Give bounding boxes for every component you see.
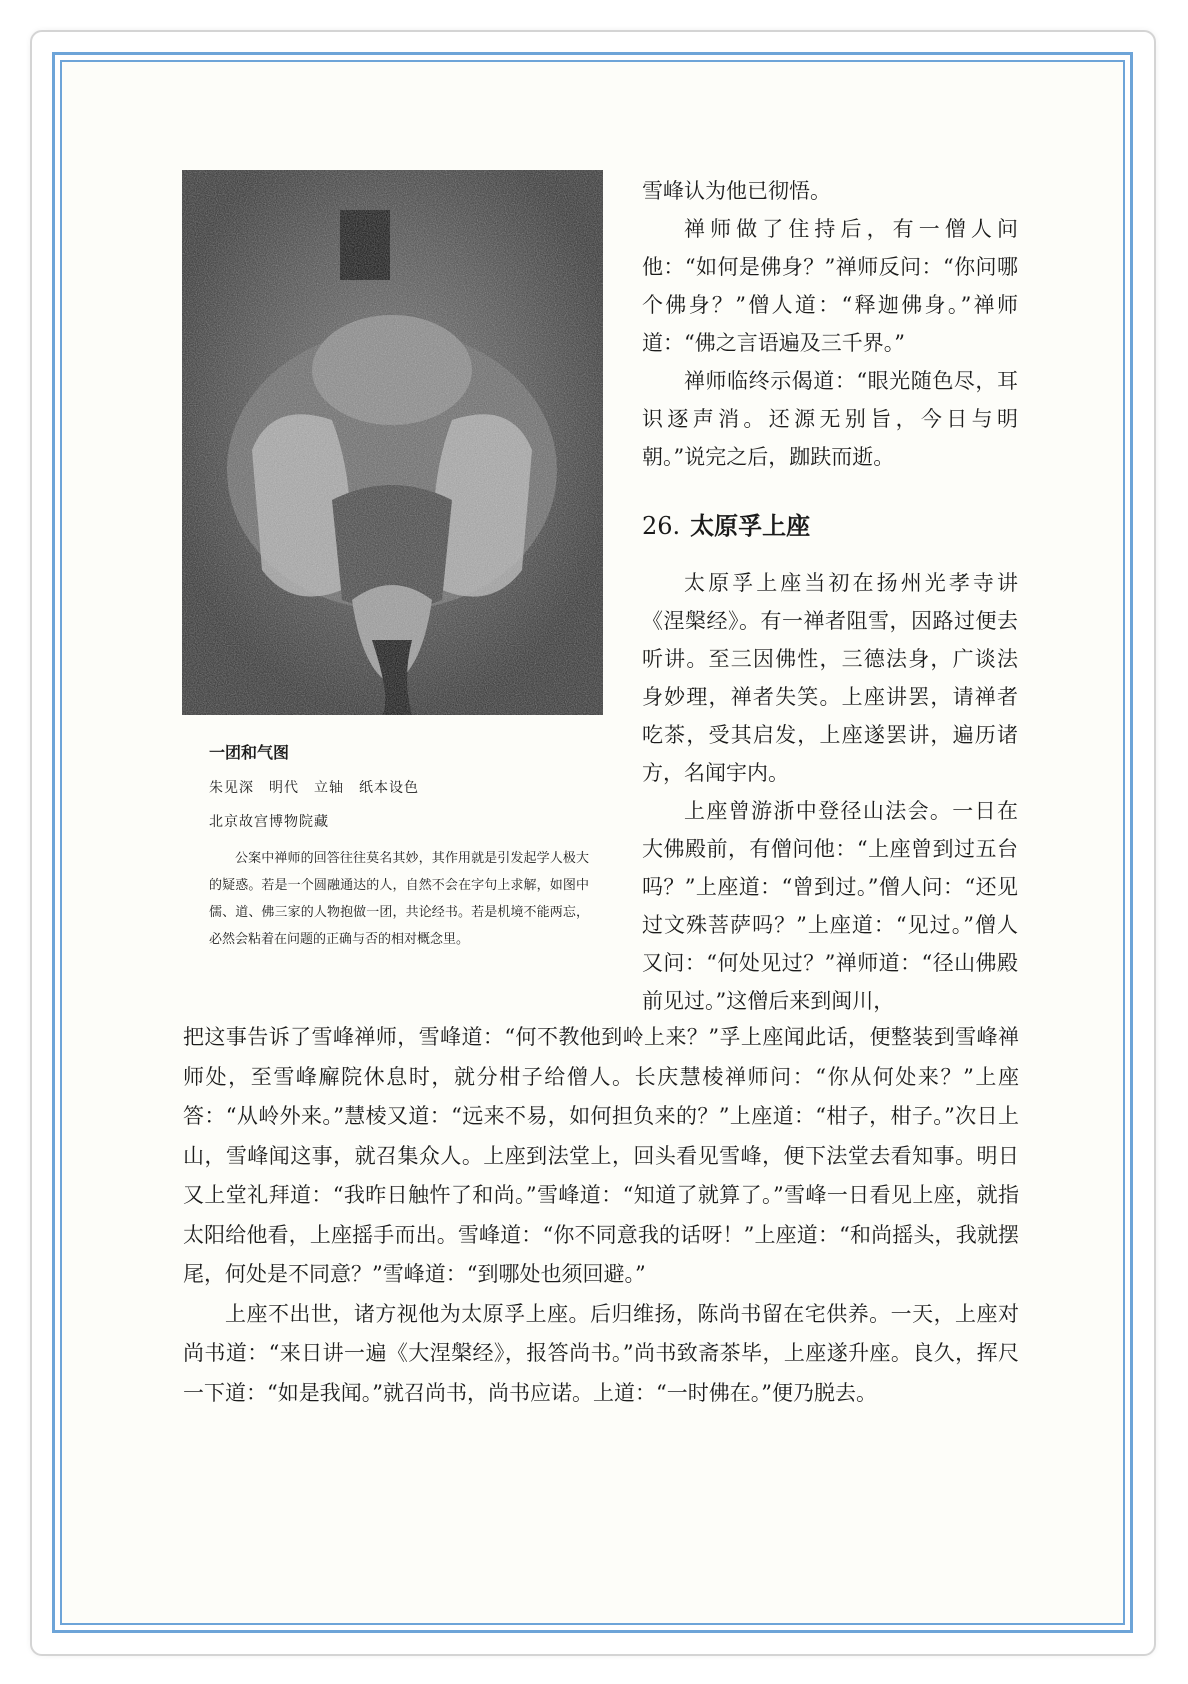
section-heading — [642, 506, 1018, 546]
painting-image — [182, 170, 603, 715]
paragraph: 太原孚上座当初在扬州光孝寺讲《涅槃经》。有一禅者阻雪，因路过便去听讲。至三因佛性，三德法身，广谈法身妙理，禅者失笑。上座讲罢，请禅者吃茶，受其启发，上座遂罢讲，遍历诸方，名闻宇内。 — [642, 571, 1018, 785]
paragraph: 上座曾游浙中登径山法会。一日在大佛殿前，有僧问他：“上座曾到过五台吗？”上座道：“曾到过。”僧人问：“还见过文殊菩萨吗？”上座道：“见过。”僧人又问：“何处见过？”禅师道：“径山佛殿前见过。”这僧后来到闽川， — [642, 799, 1018, 1013]
full-width-text — [183, 1018, 1019, 1413]
section-number: 26. — [642, 512, 681, 540]
caption-description: 公案中禅师的回答往往莫名其妙，其作用就是引发起学人极大的疑惑。若是一个圆融通达的人，自然不会在字句上求解，如图中儒、道、佛三家的人物抱做一团，共论经书。若是机境不能两忘，必然会粘着在问题的正确与否的相对概念里。 — [209, 851, 589, 947]
painting-illustration — [182, 170, 603, 715]
caption-title: 一团和气图 — [209, 743, 290, 762]
paragraph: 上座不出世，诸方视他为太原孚上座。后归维扬，陈尚书留在宅供养。一天，上座对尚书道：“来日讲一遍《大涅槃经》，报答尚书。”尚书致斋茶毕，上座遂升座。良久，挥尺一下道：“如是我闻。”就召尚书，尚书应诺。上道：“一时佛在。”便乃脱去。 — [183, 1301, 1019, 1405]
paragraph: 把这事告诉了雪峰禅师，雪峰道：“何不教他到岭上来？”孚上座闻此话，便整装到雪峰禅师处，至雪峰廨院休息时，就分柑子给僧人。长庆慧棱禅师问：“你从何处来？”上座答：“从岭外来。”慧棱又道：“远来不易，如何担负来的？”上座道：“柑子，柑子。”次日上山，雪峰闻这事，就召集众人。上座到法堂上，回头看见雪峰，便下法堂去看知事。明日又上堂礼拜道：“我昨日触忤了和尚。”雪峰道：“知道了就算了。”雪峰一日看见上座，就指太阳给他看，上座摇手而出。雪峰道：“你不同意我的话呀！”上座道：“和尚摇头，我就摆尾，何处是不同意？”雪峰道：“到哪处也须回避。” — [183, 1025, 1019, 1286]
right-text-column — [642, 172, 1018, 1020]
caption-collection: 北京故宫博物院藏 — [209, 814, 329, 830]
paragraph: 禅师临终示偈道：“眼光随色尽，耳识逐声消。还源无别旨，今日与明朝。”说完之后，跏趺而逝。 — [642, 369, 1018, 469]
paragraph: 禅师做了住持后，有一僧人问他：“如何是佛身？”禅师反问：“你问哪个佛身？”僧人道：“释迦佛身。”禅师道：“佛之言语遍及三千界。” — [642, 217, 1018, 355]
caption-meta: 朱见深 明代 立轴 纸本设色 — [209, 780, 419, 796]
section-title: 太原孚上座 — [690, 511, 811, 540]
paragraph: 雪峰认为他已彻悟。 — [642, 179, 831, 203]
figure-caption — [209, 740, 589, 953]
